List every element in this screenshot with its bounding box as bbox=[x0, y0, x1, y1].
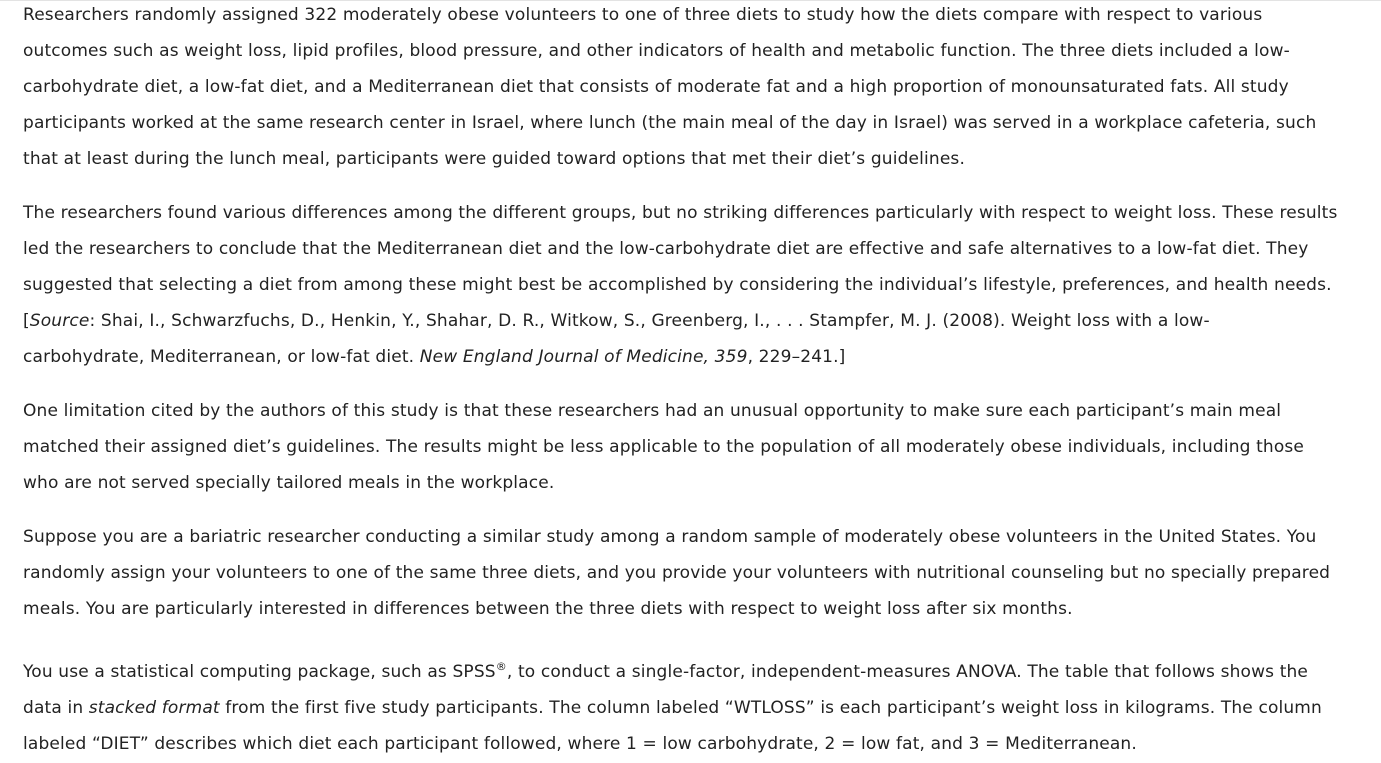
text-line: meals. You are particularly interested in differences between the three diets with respect to weight loss after six months. bbox=[23, 599, 1073, 619]
citation-journal: New England Journal of Medicine, 359 bbox=[419, 347, 748, 367]
registered-mark: ® bbox=[495, 660, 507, 673]
stacked-format-term: stacked format bbox=[88, 698, 220, 718]
text-line: labeled “DIET” describes which diet each participant followed, where 1 = low carbohydrate, 2 = low fat, and 3 = Mediterranean. bbox=[23, 734, 1137, 754]
text-line: One limitation cited by the authors of this study is that these researchers had an unusual opportunity to make sure each participant’s main meal bbox=[23, 401, 1282, 421]
text-line: matched their assigned diet’s guidelines. The results might be less applicable to the population of all moderately obese individuals, including those bbox=[23, 437, 1305, 457]
citation-authors: : Shai, I., Schwarzfuchs, D., Henkin, Y., Shahar, D. R., Witkow, S., Greenberg, I., . . . Stampfer, M. J. (2008). Weight loss with a low- bbox=[89, 311, 1210, 331]
text-line bbox=[23, 690, 1322, 726]
text-span: , to conduct a single-factor, independent-measures ANOVA. The table that follows shows the bbox=[506, 662, 1309, 682]
text-line: participants worked at the same research center in Israel, where lunch (the main meal of the day in Israel) was served in a workplace cafeteria, such bbox=[23, 113, 1317, 133]
citation-open: [ bbox=[23, 311, 30, 331]
text-line: led the researchers to conclude that the Mediterranean diet and the low-carbohydrate diet are effective and safe alternatives to a low-fat diet. They bbox=[23, 239, 1309, 259]
citation-pages: , 229–241.] bbox=[747, 347, 846, 367]
citation-line bbox=[23, 303, 1210, 339]
text-line: carbohydrate diet, a low-fat diet, and a Mediterranean diet that consists of moderate fat and a high proportion of monounsaturated fats. All study bbox=[23, 77, 1289, 97]
citation-line bbox=[23, 339, 845, 375]
text-span: You use a statistical computing package, such as SPSS bbox=[23, 662, 496, 682]
text-line: suggested that selecting a diet from among these might best be accomplished by considering the individual’s lifestyle, preferences, and health needs. bbox=[23, 275, 1332, 295]
text-line: The researchers found various differences among the different groups, but no striking differences particularly with respect to weight loss. These results bbox=[23, 203, 1338, 223]
citation-title: carbohydrate, Mediterranean, or low-fat diet. bbox=[23, 347, 420, 367]
citation-source-label: Source bbox=[29, 311, 90, 331]
text-line: Suppose you are a bariatric researcher conducting a similar study among a random sample of moderately obese volunteers in the United States. You bbox=[23, 527, 1317, 547]
text-line: who are not served specially tailored meals in the workplace. bbox=[23, 473, 555, 493]
text-span: data in bbox=[23, 698, 89, 718]
text-line: outcomes such as weight loss, lipid profiles, blood pressure, and other indicators of health and metabolic function. The three diets included a low- bbox=[23, 41, 1290, 61]
text-span: from the first five study participants. The column labeled “WTLOSS” is each participant’s weight loss in kilograms. The column bbox=[219, 698, 1322, 718]
text-line: Researchers randomly assigned 322 moderately obese volunteers to one of three diets to study how the diets compare with respect to various bbox=[23, 5, 1263, 25]
text-line: that at least during the lunch meal, participants were guided toward options that met their diet’s guidelines. bbox=[23, 149, 965, 169]
text-line bbox=[23, 654, 1308, 690]
text-line: randomly assign your volunteers to one of the same three diets, and you provide your volunteers with nutritional counseling but no specially prepared bbox=[23, 563, 1331, 583]
